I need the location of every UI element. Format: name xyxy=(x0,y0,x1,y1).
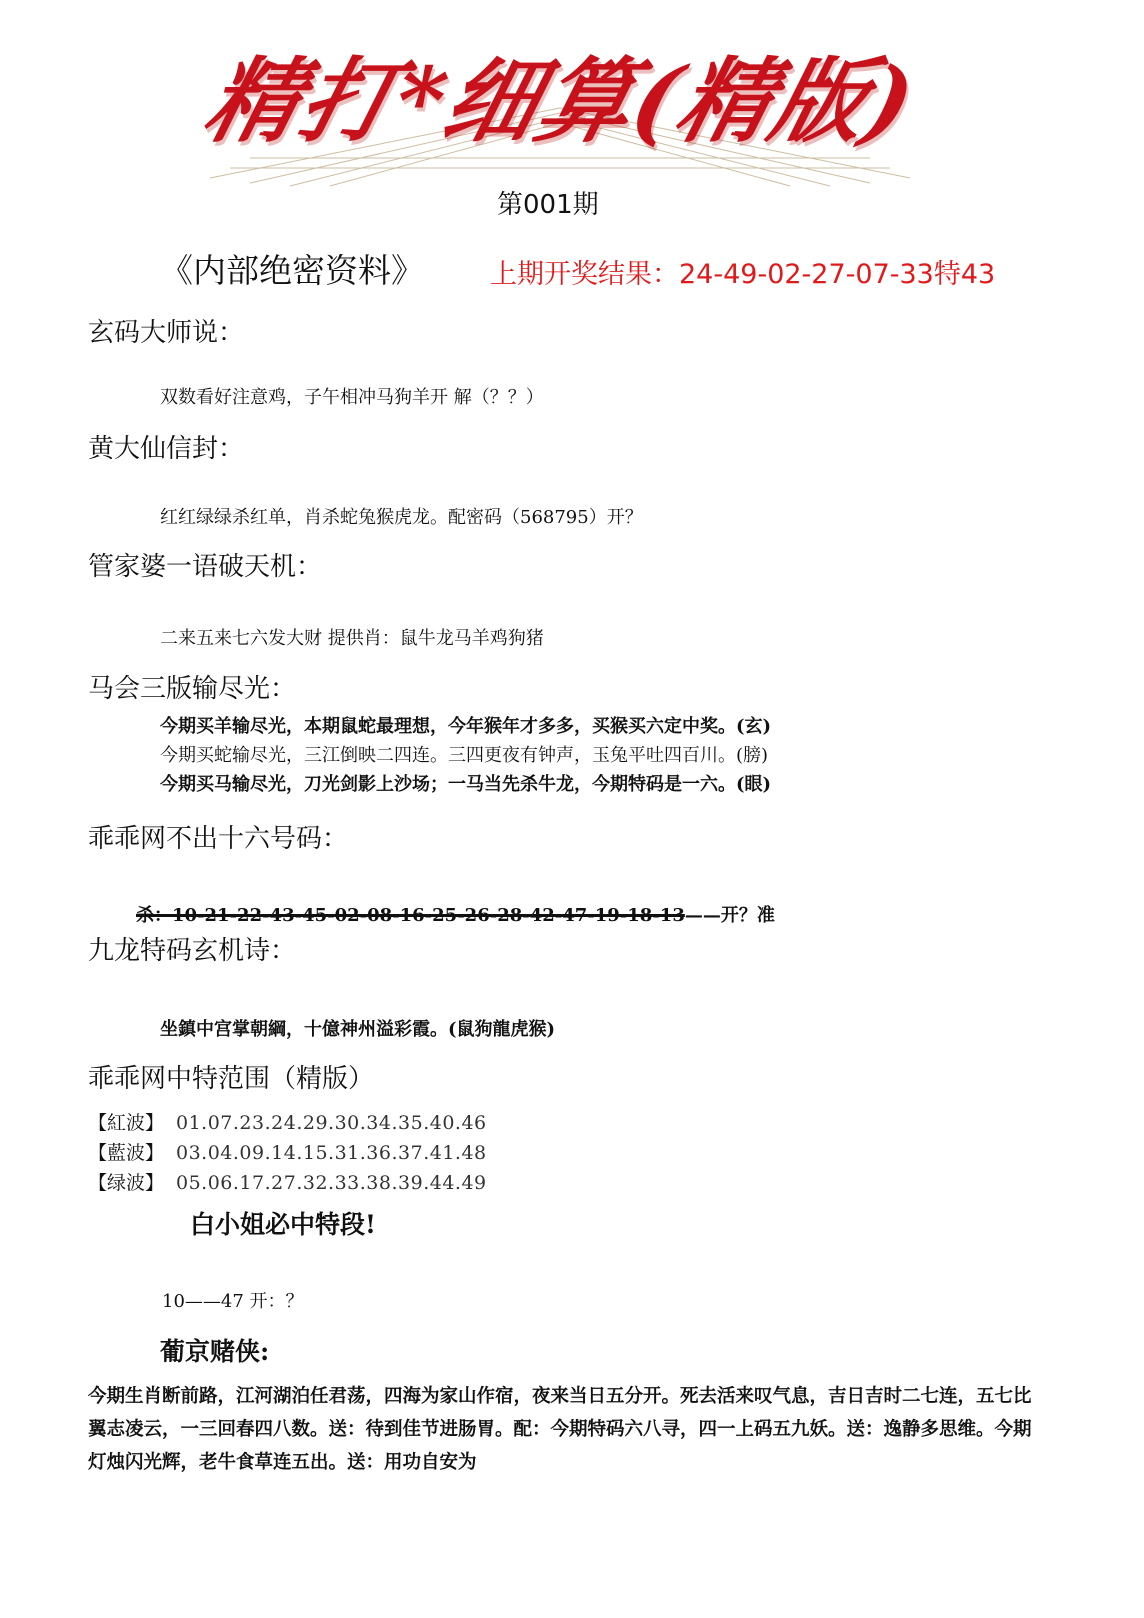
section-title-huang: 黄大仙信封： xyxy=(88,434,245,464)
guanjia-line: 二来五来七六发大财 提供肖：鼠牛龙马羊鸡狗猪 xyxy=(160,628,544,649)
wave-row-red xyxy=(88,1108,487,1135)
mahui-line-3: 今期买马输尽光，刀光剑影上沙场；一马当先杀牛龙，今期特码是一六。(眼) xyxy=(160,774,772,795)
xuanma-line: 双数看好注意鸡，子午相冲马狗羊开 解（？？） xyxy=(160,387,544,408)
kill-numbers-line xyxy=(136,901,775,927)
kill-numbers: 10-21-22-43-45-02-08-16-25-26-28-42-47-19-18-13 xyxy=(172,905,685,926)
jiulong-line: 坐鎮中宫掌朝綱，十億神州溢彩霞。(鼠狗龍虎猴) xyxy=(160,1019,556,1040)
wave-row-green xyxy=(88,1168,487,1195)
kill-suffix: ——开？准 xyxy=(684,905,775,926)
wave-row-blue xyxy=(88,1138,487,1165)
wave-label-green: 【绿波】 xyxy=(88,1172,165,1194)
wave-numbers-green: 05.06.17.27.32.33.38.39.44.49 xyxy=(176,1172,487,1194)
wave-numbers-red: 01.07.23.24.29.30.34.35.40.46 xyxy=(176,1112,487,1134)
section-title-guanjia: 管家婆一语破天机： xyxy=(88,552,323,582)
section-title-fanwei: 乖乖网中特范围（精版） xyxy=(88,1064,375,1094)
wave-label-blue: 【藍波】 xyxy=(88,1142,165,1164)
section-title-jiulong: 九龙特码玄机诗： xyxy=(88,936,297,966)
section-title-putao: 葡京赌侠: xyxy=(160,1337,270,1366)
mahui-line-1: 今期买羊输尽光，本期鼠蛇最理想，今年猴年才多多，买猴买六定中奖。(玄) xyxy=(160,716,772,737)
secret-title: 《内部绝密资料》 xyxy=(160,251,424,290)
section-title-bai: 白小姐必中特段! xyxy=(190,1210,376,1239)
kill-prefix: 杀： xyxy=(136,905,172,926)
section-title-xuanma: 玄码大师说： xyxy=(88,318,245,348)
banner-title: 精打*细算(精版) xyxy=(194,47,927,155)
banner xyxy=(194,28,927,178)
wave-label-red: 【紅波】 xyxy=(88,1112,165,1134)
bai-range: 10——47 开：？ xyxy=(162,1291,304,1312)
mahui-line-2: 今期买蛇输尽光，三江倒映二四连。三四更夜有钟声，玉兔平吐四百川。(膀) xyxy=(160,745,769,766)
huang-line: 红红绿绿杀红单，肖杀蛇兔猴虎龙。配密码（568795）开？ xyxy=(160,507,643,528)
last-draw-result: 上期开奖结果：24-49-02-27-07-33特43 xyxy=(490,259,996,290)
putao-paragraph: 今期生肖断前路，江河湖泊任君荡，四海为家山作宿，夜来当日五分开。死去活来叹气息，吉日吉时二七连，五七比翼志凌云，一三回春四八数。送：待到佳节进肠胃。配：今期特码六八寻，四一上码五九妖。送：逸静多思维。今期灯烛闪光辉，老牛食草连五出。送：用功自安为 xyxy=(88,1386,1032,1473)
wave-numbers-blue: 03.04.09.14.15.31.36.37.41.48 xyxy=(176,1142,487,1164)
issue-number: 第001期 xyxy=(497,190,599,220)
section-title-guaiguai: 乖乖网不出十六号码： xyxy=(88,824,349,854)
section-title-mahui: 马会三版输尽光： xyxy=(88,674,297,704)
